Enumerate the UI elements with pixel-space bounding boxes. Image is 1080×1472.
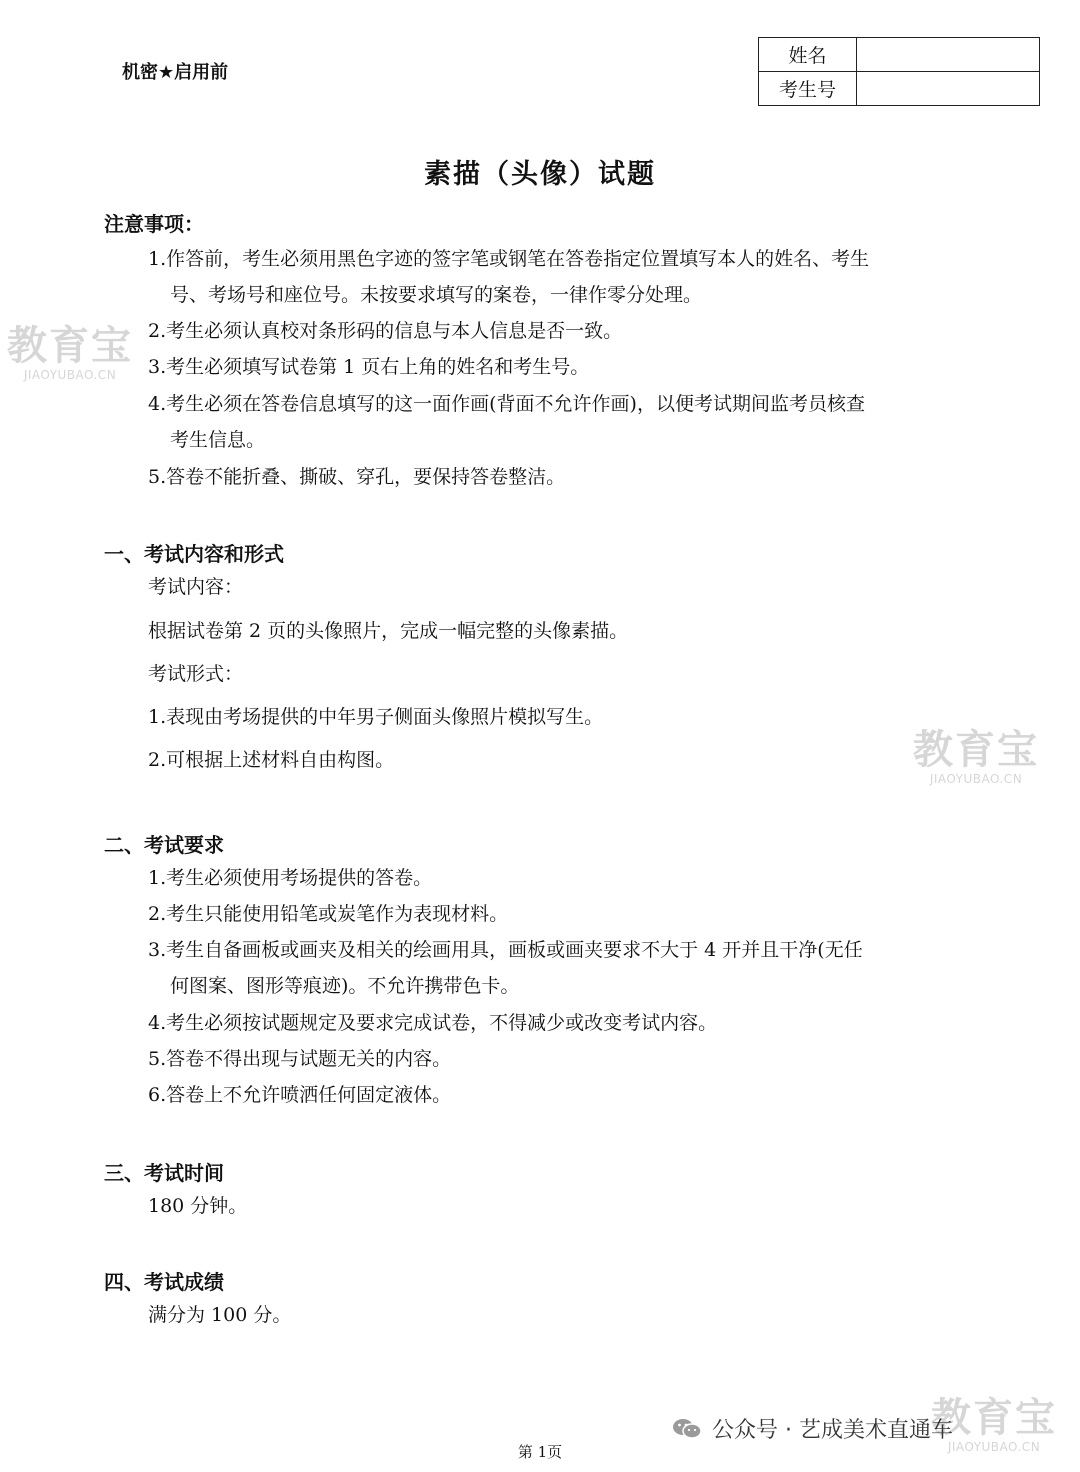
section-line: 2.考生只能使用铅笔或炭笔作为表现材料。 <box>148 903 509 925</box>
section-line: 4.考生必须按试题规定及要求完成试卷，不得减少或改变考试内容。 <box>148 1012 718 1034</box>
footer-brand-text: 公众号 · 艺成美术直通车 <box>712 1418 953 1443</box>
section-heading-score: 四、考试成绩 <box>104 1270 224 1294</box>
note-line: 3.考生必须填写试卷第 1 页右上角的姓名和考生号。 <box>148 356 590 378</box>
watermark-url: JIAOYUBAO.CN <box>929 772 1023 786</box>
section-line: 考试内容： <box>148 576 244 598</box>
note-line: 考生信息。 <box>170 429 266 451</box>
section-line: 6.答卷上不允许喷洒任何固定液体。 <box>148 1084 452 1106</box>
note-line: 2.考生必须认真校对条形码的信息与本人信息是否一致。 <box>148 320 623 342</box>
watermark-logo-text: 教育宝 <box>7 323 133 369</box>
section-line: 1.表现由考场提供的中年男子侧面头像照片模拟写生。 <box>148 706 604 728</box>
section-heading-time: 三、考试时间 <box>104 1161 224 1185</box>
section-line: 5.答卷不得出现与试题无关的内容。 <box>148 1048 452 1070</box>
watermark-logo-text: 教育宝 <box>913 727 1039 773</box>
section-line: 180 分钟。 <box>148 1195 248 1217</box>
watermark-url: JIAOYUBAO.CN <box>947 1440 1041 1454</box>
candidate-id-field[interactable] <box>857 72 1040 106</box>
watermark-left <box>6 324 134 382</box>
note-line: 5.答卷不能折叠、撕破、穿孔，要保持答卷整洁。 <box>148 466 566 488</box>
note-line: 号、考场号和座位号。未按要求填写的案卷，一律作零分处理。 <box>170 284 703 306</box>
watermark-url: JIAOYUBAO.CN <box>23 368 117 382</box>
section-line: 3.考生自备画板或画夹及相关的绘画用具，画板或画夹要求不大于 4 开并且干净(无任 <box>148 939 863 961</box>
section-line: 何图案、图形等痕迹)。不允许携带色卡。 <box>170 975 520 997</box>
section-line: 考试形式： <box>148 663 244 685</box>
section-line: 2.可根据上述材料自由构图。 <box>148 749 395 771</box>
name-row <box>759 38 1040 72</box>
watermark-right <box>912 728 1040 786</box>
page-number: 第 1页 <box>517 1443 563 1461</box>
id-row <box>759 72 1040 106</box>
name-label: 姓名 <box>759 38 857 72</box>
section-heading-requirements: 二、考试要求 <box>104 833 224 857</box>
note-line: 1.作答前，考生必须用黑色字迹的签字笔或钢笔在答卷指定位置填写本人的姓名、考生 <box>148 248 870 270</box>
section-line: 满分为 100 分。 <box>148 1304 292 1326</box>
wechat-icon <box>672 1417 702 1441</box>
note-line: 4.考生必须在答卷信息填写的这一面作画(背面不允许作画)，以便考试期间监考员核查 <box>148 393 865 415</box>
candidate-info-table <box>758 37 1040 106</box>
watermark-logo-text: 教育宝 <box>931 1395 1057 1441</box>
page-title: 素描（头像）试题 <box>424 159 656 190</box>
section-line: 根据试卷第 2 页的头像照片，完成一幅完整的头像素描。 <box>148 620 629 642</box>
notes-heading: 注意事项： <box>104 212 204 236</box>
section-heading-content: 一、考试内容和形式 <box>104 542 284 566</box>
section-line: 1.考生必须使用考场提供的答卷。 <box>148 867 433 889</box>
candidate-id-label: 考生号 <box>759 72 857 106</box>
name-field[interactable] <box>857 38 1040 72</box>
footer-brand <box>672 1413 953 1444</box>
confidential-label: 机密★启用前 <box>122 62 229 83</box>
